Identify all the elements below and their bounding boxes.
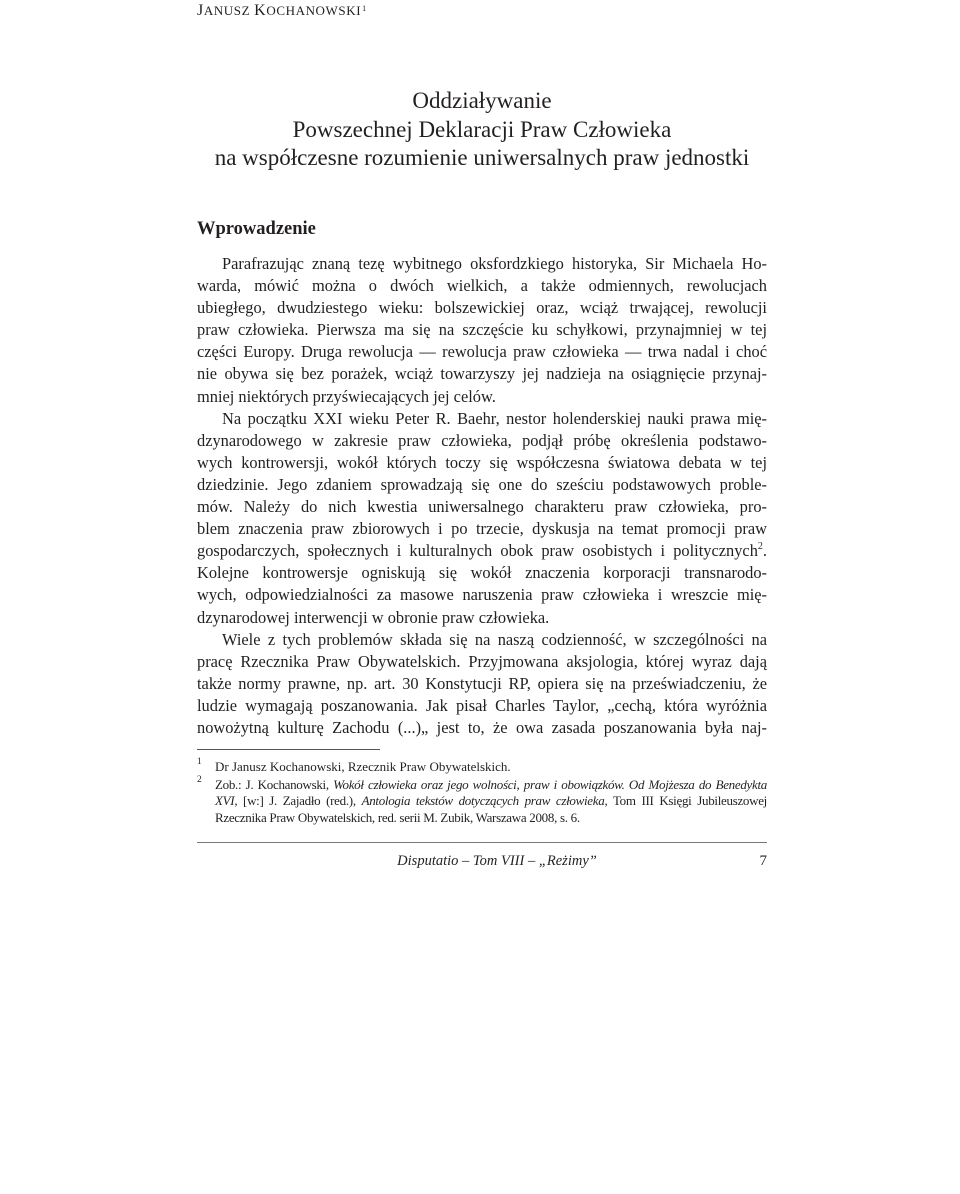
footnote-text — [215, 777, 767, 826]
footnote — [197, 758, 767, 775]
title-line: Powszechnej Deklaracji Praw Człowieka — [292, 116, 672, 142]
running-head-author-first: JANUSZ — [197, 2, 251, 19]
body-line: Wiele z tych problemów składa się na naszą codzienność, w szczególności na — [222, 629, 767, 649]
body-line: ludzie wymagają poszanowania. Jak pisał Charles Taylor, „cechą, która wyróżnia — [197, 695, 767, 715]
footnote-title-italic: XVI — [215, 793, 235, 809]
footnote-segment: , Tom III Księgi Jubileuszowej — [604, 793, 767, 809]
paragraph — [197, 253, 767, 408]
footnote-segment: , [w:] J. Zajadło (red.), — [234, 793, 362, 809]
body-line: nowożytną kulturę Zachodu (...)„ jest to, że owa zasada poszanowania była naj- — [197, 717, 767, 737]
footnote-separator — [197, 749, 380, 750]
footnote-title-italic: Wokół człowieka oraz jego wolności, praw i obowiązków. Od Mojżesza do Benedykta — [333, 777, 768, 792]
body-line: pracę Rzecznika Praw Obywatelskich. Przyjmowana aksjologia, której wyraz dają — [197, 651, 767, 671]
footnote-line — [215, 793, 767, 809]
body-line: Kolejne kontrowersje ogniskują się wokół znaczenia korporacji transnarodo- — [197, 563, 767, 583]
footnote-ref: 2 — [757, 541, 763, 553]
body-line — [197, 540, 767, 562]
body-line: blem znaczenia praw zbiorowych i po trzecie, dyskusja na temat promocji praw — [197, 519, 767, 539]
running-head — [197, 0, 366, 22]
article-title — [197, 87, 767, 173]
body-line: wych kontrowersji, wokół których toczy się współczesna światowa debata w tej — [197, 452, 767, 472]
footnote-text: Dr Janusz Kochanowski, Rzecznik Praw Obywatelskich. — [215, 759, 511, 774]
body-line: Na początku XXI wieku Peter R. Baehr, nestor holenderskiej nauki prawa mię- — [222, 408, 767, 428]
paragraph — [197, 629, 767, 739]
section-heading: Wprowadzenie — [197, 219, 316, 239]
page-number: 7 — [759, 853, 767, 869]
body-line: warda, mówić można o dwóch wielkich, a także odmiennych, rewolucjach — [197, 276, 767, 296]
paragraph — [197, 408, 767, 629]
title-line: na współczesne rozumienie uniwersalnych praw jednostki — [214, 145, 750, 170]
body-line-text: . — [762, 541, 767, 561]
footnote — [197, 777, 767, 826]
body-line-text: gospodarczych, społecznych i kulturalnych obok praw osobistych i politycznych — [197, 541, 758, 561]
footnote-number: 1 — [197, 757, 202, 767]
body-line: części Europy. Druga rewolucja — rewolucja praw człowieka — trwa nadal i choć — [197, 342, 767, 362]
footnote-segment: Zob.: J. Kochanowski, — [215, 777, 334, 792]
body-text — [197, 253, 767, 739]
body-line: mów. Należy do nich kwestia uniwersalnego charakteru praw człowieka, pro- — [197, 497, 767, 517]
running-head-author-last: KOCHANOWSKI — [254, 2, 362, 19]
footnote-number: 2 — [197, 775, 202, 785]
body-line: dziedzinie. Jego zdaniem sprowadzają się one do sześciu podstawowych proble- — [197, 474, 767, 494]
body-line: dzynarodowego w zakresie praw człowieka, podjął próbę określenia podstawo- — [197, 430, 767, 450]
running-head-footnote-ref: 1 — [362, 4, 367, 13]
footnote-title-italic: Antologia tekstów dotyczących praw człowieka — [361, 793, 605, 809]
body-line: ubiegłego, dwudziestego wieku: bolszewickiej oraz, wciąż trwającej, rewolucji — [197, 298, 767, 318]
body-line: dzynarodowej interwencji w obronie praw człowieka. — [197, 607, 550, 627]
footnote-line — [215, 777, 767, 793]
footnote-line — [215, 810, 767, 826]
footnote-segment: Rzecznika Praw Obywatelskich, red. serii M. Zubik, Warszawa 2008, s. 6. — [215, 809, 580, 825]
body-line: praw człowieka. Pierwsza ma się na szczęście ku schyłkowi, przynajmniej w tej — [197, 320, 767, 340]
footer-rule — [197, 842, 767, 843]
body-line: wych, odpowiedzialności za masowe naruszenia praw człowieka i wreszcie mię- — [197, 585, 767, 605]
body-line: nie obywa się bez porażek, wciąż towarzyszy jej nadzieja na osiągnięcie przynaj- — [197, 364, 767, 384]
footer-journal-title: Disputatio – Tom VIII – „Reżimy” — [397, 853, 597, 869]
body-line: także normy prawne, np. art. 30 Konstytucji RP, opiera się na przeświadczeniu, że — [197, 673, 767, 693]
body-line: mniej niektórych przyświecających jej celów. — [197, 386, 496, 406]
title-line: Oddziaływanie — [412, 88, 552, 113]
body-line: Parafrazując znaną tezę wybitnego oksfordzkiego historyka, Sir Michaela Ho- — [222, 254, 767, 273]
